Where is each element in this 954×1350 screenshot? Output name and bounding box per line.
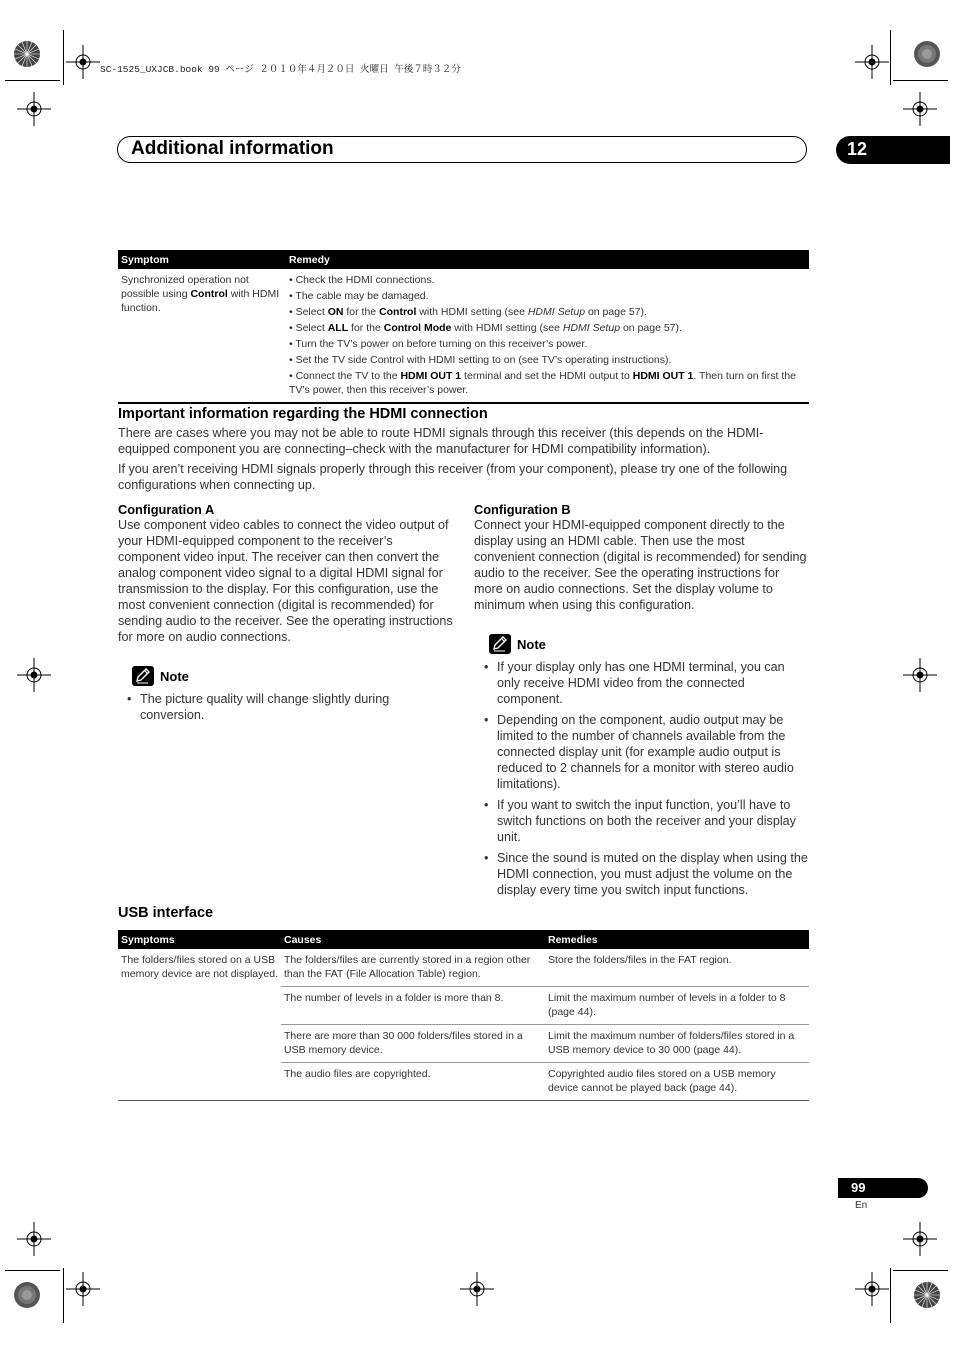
remedy-item [289, 289, 806, 303]
remedy-item [289, 273, 806, 287]
usb-remedy-cell: Store the folders/files in the FAT region. [548, 954, 732, 966]
trim-line [893, 80, 948, 81]
starburst-registration-icon [13, 40, 41, 68]
usb-cause-cell: The number of levels in a folder is more than 8. [281, 987, 545, 1025]
config-a-heading: Configuration A [118, 502, 215, 517]
text-run: Control [379, 306, 417, 318]
crosshair-registration-icon [17, 658, 51, 692]
remedy-cell [286, 269, 809, 403]
crosshair-registration-icon [17, 1222, 51, 1256]
text-run: Control Mode [383, 322, 452, 334]
starburst-registration-icon [913, 1281, 941, 1309]
config-b-heading: Configuration B [474, 502, 571, 517]
crosshair-registration-icon [17, 92, 51, 126]
note-label: Note [160, 668, 189, 684]
usb-remedy-cell: Limit the maximum number of folders/files stored in a USB memory device to 30 000 (page 44). [545, 1025, 809, 1063]
trim-line [5, 1270, 60, 1271]
remedy-item [289, 305, 806, 319]
text-run: • Set the TV side Control with HDMI setting to on (see TV’s operating instructions). [289, 354, 672, 366]
text-run: HDMI OUT 1 [400, 370, 462, 382]
text-run: with HDMI function. [121, 288, 280, 314]
text-run: HDMI Setup [562, 322, 621, 334]
trim-line [893, 1270, 948, 1271]
text-run: for the [348, 322, 384, 334]
text-run: • Select [289, 306, 328, 318]
table-header-causes: Causes [281, 930, 545, 949]
text-run: • Select [289, 322, 328, 334]
text-run: • Turn the TV’s power on before turning on this receiver’s power. [289, 338, 588, 350]
crosshair-registration-icon [66, 1272, 100, 1306]
note-item: • The picture quality will change slightly during conversion. [127, 691, 437, 723]
config-a-note-header [132, 666, 189, 686]
chapter-number: 12 [836, 136, 950, 164]
hdmi-troubleshooting-table [118, 250, 809, 404]
pencil-note-icon [132, 666, 154, 686]
text-run: HDMI OUT 1 [632, 370, 694, 382]
symptom-cell [118, 269, 286, 403]
usb-cause-cell: The audio files are copyrighted. [281, 1063, 545, 1101]
hdmi-intro-paragraph-2: If you aren’t receiving HDMI signals properly through this receiver (from your component), please try one of the following configurations when connecting up. [118, 462, 788, 492]
crosshair-registration-icon [903, 1222, 937, 1256]
note-label: Note [517, 636, 546, 652]
chapter-title: Additional information [131, 138, 334, 159]
note-item: • Since the sound is muted on the display when using the HDMI connection, you must adjust the volume on the display every time you switch input functions. [484, 850, 809, 898]
usb-remedy-cell: Limit the maximum number of levels in a folder to 8 (page 44). [545, 987, 809, 1025]
note-item: • Depending on the component, audio output may be limited to the number of channels available from the connected display unit (for example audio output is reduced to 2 channels for a monitor with stereo audio limitations). [484, 712, 809, 792]
usb-troubleshooting-table [118, 930, 809, 1101]
table-header-remedies: Remedies [545, 930, 809, 949]
crosshair-registration-icon [460, 1272, 494, 1306]
text-run: terminal and set the HDMI output to [461, 370, 633, 382]
page-number: 99 [838, 1178, 928, 1198]
text-run: • Check the HDMI connections. [289, 274, 435, 286]
trim-line [890, 1268, 891, 1323]
pencil-note-icon [489, 634, 511, 654]
crosshair-registration-icon [855, 45, 889, 79]
crosshair-registration-icon [66, 45, 100, 79]
trim-line [63, 1268, 64, 1323]
text-run: ALL [327, 322, 349, 334]
trim-line [5, 80, 60, 81]
text-run: on page 57). [620, 322, 682, 334]
usb-symptom-cell: The folders/files stored on a USB memory device are not displayed. [121, 954, 278, 980]
text-run: with HDMI setting (see [416, 306, 528, 318]
table-row [118, 269, 809, 403]
print-info: SC-1525_UXJCB.book 99 ページ ２０１０年４月２０日 火曜日 午後７時３２分 [100, 64, 461, 75]
table-header-symptoms: Symptoms [118, 930, 281, 949]
section-heading-hdmi-connection: Important information regarding the HDMI connection [118, 406, 488, 422]
config-a-text: Use component video cables to connect the video output of your HDMI-equipped component to the receiver’s component video input. The receiver can then convert the analog component video signal to a digital HDMI signal for transmission to the display. For this configuration, use the most convenient connection (digital is recommended) for sending audio to the receiver. See the operating instructions for more on audio connections. [118, 518, 453, 644]
text-run: Synchronized operation not possible using [121, 274, 249, 300]
trim-line [63, 30, 64, 85]
starburst-registration-icon [13, 1281, 41, 1309]
usb-remedy-cell: Copyrighted audio files stored on a USB memory device cannot be played back (page 44). [545, 1063, 809, 1101]
usb-cause-cell: There are more than 30 000 folders/files stored in a USB memory device. [281, 1025, 545, 1063]
remedy-list [289, 273, 806, 397]
crosshair-registration-icon [855, 1272, 889, 1306]
table-header-symptom: Symptom [118, 250, 286, 269]
starburst-registration-icon [913, 40, 941, 68]
text-run: HDMI Setup [527, 306, 586, 318]
crosshair-registration-icon [903, 92, 937, 126]
table-row [118, 949, 809, 987]
text-run: Control [190, 288, 228, 300]
hdmi-intro-paragraph-1: There are cases where you may not be able to route HDMI signals through this receiver (this depends on the HDMI-equipped component you are connecting–check with the manufacturer for HDMI compatibility information). [118, 426, 764, 456]
config-a-note-list [127, 691, 437, 728]
text-run: with HDMI setting (see [451, 322, 563, 334]
remedy-item [289, 353, 806, 367]
usb-cause-cell: The folders/files are currently stored in a region other than the FAT (File Allocation Table) region. [284, 954, 531, 980]
config-b-note-header [489, 634, 546, 654]
config-b-note-list [484, 659, 809, 903]
config-b-text: Connect your HDMI-equipped component directly to the display using an HDMI cable. Then use the most convenient connection (digital is recommended) for sending audio to the receiver. See the operating instructions for more on audio connections. Set the display volume to minimum when using this configuration. [474, 518, 807, 612]
text-run: • The cable may be damaged. [289, 290, 429, 302]
note-item: • If you want to switch the input function, you’ll have to switch functions on both the receiver and your display unit. [484, 797, 809, 845]
text-run: • Connect the TV to the [289, 370, 401, 382]
text-run: on page 57). [585, 306, 647, 318]
remedy-item [289, 337, 806, 351]
trim-line [890, 30, 891, 85]
text-run: for the [343, 306, 380, 318]
text-run: . Then turn on first the TV’s power, then this receiver’s power. [289, 370, 796, 396]
remedy-item [289, 321, 806, 335]
note-item: • If your display only has one HDMI terminal, you can only receive HDMI video from the connected component. [484, 659, 809, 707]
language-code: En [855, 1200, 868, 1211]
text-run: ON [327, 306, 344, 318]
crosshair-registration-icon [903, 658, 937, 692]
table-header-remedy: Remedy [286, 250, 809, 269]
remedy-item [289, 369, 806, 397]
section-heading-usb: USB interface [118, 905, 214, 921]
